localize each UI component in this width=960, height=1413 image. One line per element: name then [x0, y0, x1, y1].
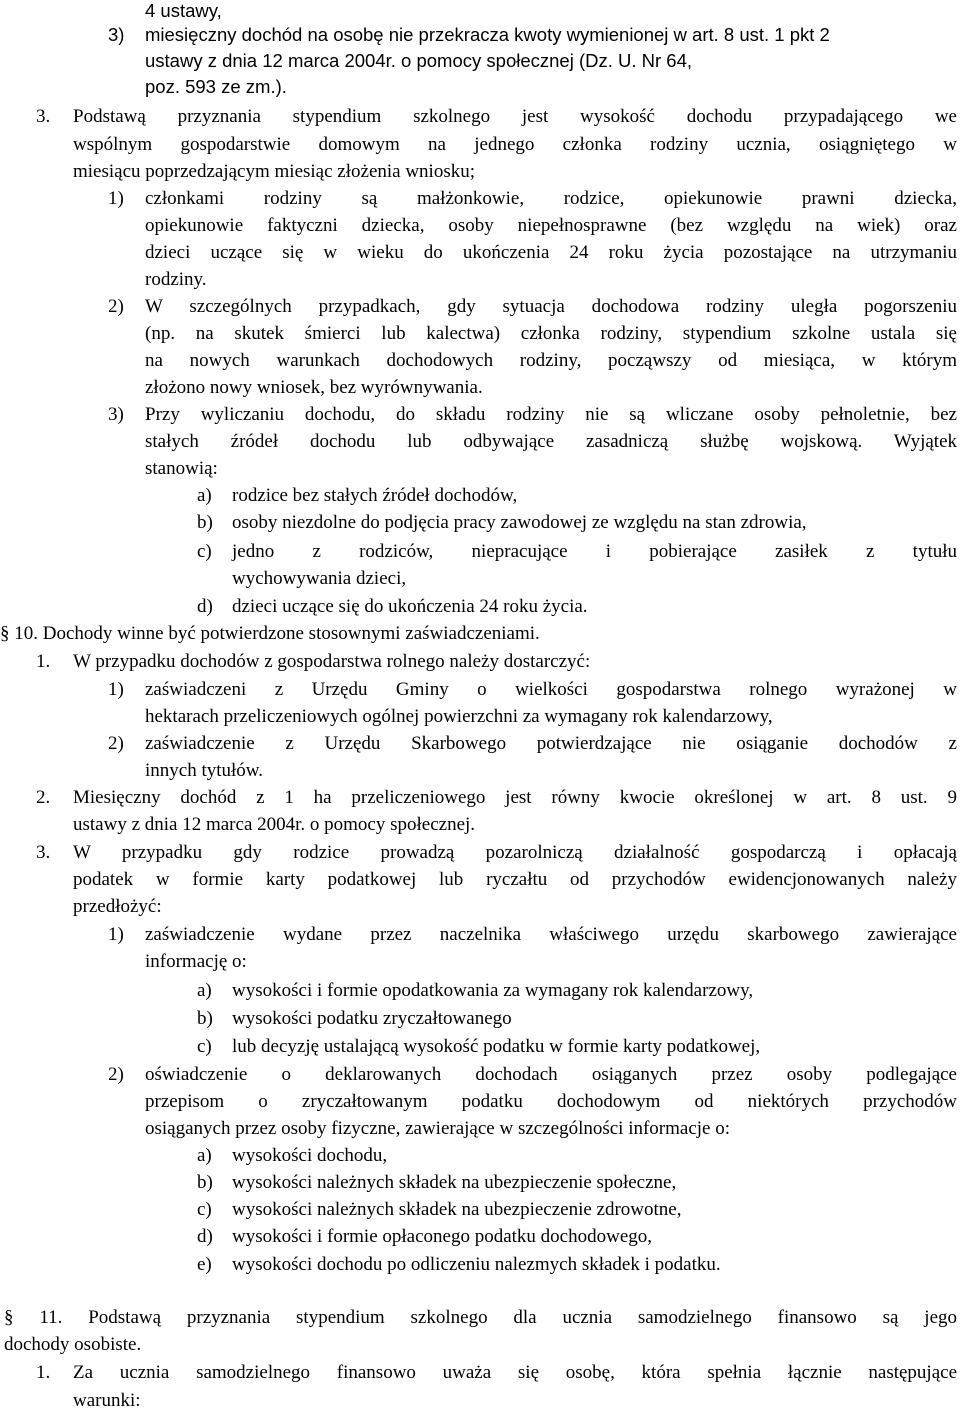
text-line: wysokości dochodu po odliczeniu nalezmych składek i podatku.	[232, 1254, 721, 1275]
list-marker: 2)	[108, 296, 124, 317]
text-line: rodzice bez stałych źródeł dochodów,	[232, 485, 518, 506]
text-line: ustawy z dnia 12 marca 2004r. o pomocy społecznej.	[73, 814, 476, 835]
text-line: warunki:	[73, 1390, 141, 1411]
list-marker: 2)	[108, 733, 124, 754]
list-marker: e)	[197, 1254, 212, 1275]
text-line: wysokości i formie opodatkowania za wymagany rok kalendarzowy,	[232, 980, 754, 1001]
text-line: oświadczenie o deklarowanych dochodach osiąganych przez osoby podlegające	[145, 1064, 957, 1085]
text-line: zaświadczeni z Urzędu Gminy o wielkości gospodarstwa rolnego wyrażonej w	[145, 679, 957, 700]
text-line: wysokości i formie opłaconego podatku dochodowego,	[232, 1226, 653, 1247]
text-line: § 10. Dochody winne być potwierdzone stosownymi zaświadczeniami.	[0, 623, 540, 644]
list-marker: 3)	[108, 24, 125, 45]
list-marker: c)	[197, 1199, 212, 1220]
list-marker: a)	[197, 1145, 212, 1166]
text-line: zaświadczenie wydane przez naczelnika właściwego urzędu skarbowego zawierające	[145, 924, 957, 945]
list-marker: a)	[197, 980, 212, 1001]
text-line: jedno z rodziców, niepracujące i pobierające zasiłek z tytułu	[232, 541, 957, 562]
text-line: Przy wyliczaniu dochodu, do składu rodziny nie są wliczane osoby pełnoletnie, bez	[145, 404, 957, 425]
list-marker: c)	[197, 1036, 212, 1057]
text-line: wspólnym gospodarstwie domowym na jednego członka rodziny ucznia, osiągniętego w	[73, 134, 957, 155]
text-line: Podstawą przyznania stypendium szkolnego jest wysokość dochodu przypadającego we	[73, 106, 957, 127]
text-line: W szczególnych przypadkach, gdy sytuacja dochodowa rodziny uległa pogorszeniu	[145, 296, 957, 317]
list-marker: 1.	[36, 1362, 51, 1383]
text-line: poz. 593 ze zm.).	[145, 76, 287, 97]
list-marker: b)	[197, 1172, 213, 1193]
text-line: § 11. Podstawą przyznania stypendium szkolnego dla ucznia samodzielnego finansowo są jego	[4, 1307, 957, 1328]
text-line: Miesięczny dochód z 1 ha przeliczeniowego jest równy kwocie określonej w art. 8 ust. 9	[73, 787, 957, 808]
text-line: wysokości należnych składek na ubezpieczenie zdrowotne,	[232, 1199, 682, 1220]
list-marker: 2)	[108, 1064, 124, 1085]
text-line: zaświadczenie z Urzędu Skarbowego potwierdzające nie osiąganie dochodów z	[145, 733, 957, 754]
text-line: dzieci uczące się do ukończenia 24 roku życia.	[232, 596, 588, 617]
text-line: osoby niezdolne do podjęcia pracy zawodowej ze względu na stan zdrowia,	[232, 512, 807, 533]
list-marker: d)	[197, 596, 213, 617]
text-line: wysokości podatku zryczałtowanego	[232, 1008, 512, 1029]
text-line: przedłożyć:	[73, 896, 162, 917]
list-marker: 1.	[36, 651, 51, 672]
text-line: innych tytułów.	[145, 760, 264, 781]
text-line: W przypadku gdy rodzice prowadzą pozarolniczą działalność gospodarczą i opłacają	[73, 842, 957, 863]
text-line: stałych źródeł dochodu lub odbywające zasadniczą służbę wojskową. Wyjątek	[145, 431, 957, 452]
list-marker: b)	[197, 512, 213, 533]
text-line: W przypadku dochodów z gospodarstwa rolnego należy dostarczyć:	[73, 651, 591, 672]
text-line: podatek w formie karty podatkowej lub ryczałtu od przychodów ewidencjonowanych należy	[73, 869, 957, 890]
text-line: przepisom o zryczałtowanym podatku dochodowym od niektórych przychodów	[145, 1091, 957, 1112]
list-marker: 3.	[36, 842, 51, 863]
text-line: dochody osobiste.	[4, 1334, 142, 1355]
text-line: lub decyzję ustalającą wysokość podatku w formie karty podatkowej,	[232, 1036, 761, 1057]
text-line: wysokości należnych składek na ubezpieczenie społeczne,	[232, 1172, 677, 1193]
text-line: ustawy z dnia 12 marca 2004r. o pomocy społecznej (Dz. U. Nr 64,	[145, 50, 693, 71]
text-line: na nowych warunkach dochodowych rodziny, począwszy od miesiąca, w którym	[145, 350, 957, 371]
text-line: dzieci uczące się w wieku do ukończenia 24 roku życia pozostające na utrzymaniu	[145, 242, 957, 263]
text-line: opiekunowie faktyczni dziecka, osoby niepełnosprawne (bez względu na wiek) oraz	[145, 215, 957, 236]
text-line: 4 ustawy,	[145, 0, 222, 21]
text-line: członkami rodziny są małżonkowie, rodzice, opiekunowie prawni dziecka,	[145, 188, 957, 209]
text-line: miesiącu poprzedzającym miesiąc złożenia wniosku;	[73, 161, 476, 182]
list-marker: 3)	[108, 404, 124, 425]
text-line: (np. na skutek śmierci lub kalectwa) członka rodziny, stypendium szkolne ustala się	[145, 323, 957, 344]
text-line: wysokości dochodu,	[232, 1145, 388, 1166]
text-line: osiąganych przez osoby fizyczne, zawierające w szczególności informacje o:	[145, 1118, 731, 1139]
text-line: miesięczny dochód na osobę nie przekracza kwoty wymienionej w art. 8 ust. 1 pkt 2	[145, 24, 830, 45]
text-line: hektarach przeliczeniowych ogólnej powierzchni za wymagany rok kalendarzowy,	[145, 706, 773, 727]
list-marker: d)	[197, 1226, 213, 1247]
text-line: złożono nowy wniosek, bez wyrównywania.	[145, 377, 483, 398]
text-line: wychowywania dzieci,	[232, 568, 407, 589]
list-marker: 1)	[108, 679, 124, 700]
list-marker: 1)	[108, 188, 124, 209]
list-marker: b)	[197, 1008, 213, 1029]
list-marker: a)	[197, 485, 212, 506]
list-marker: 2.	[36, 787, 51, 808]
text-line: informację o:	[145, 951, 247, 972]
text-line: rodziny.	[145, 269, 207, 290]
text-line: stanowią:	[145, 458, 218, 479]
text-line: Za ucznia samodzielnego finansowo uważa się osobę, która spełnia łącznie następujące	[73, 1362, 957, 1383]
list-marker: 3.	[36, 106, 51, 127]
list-marker: c)	[197, 541, 212, 562]
list-marker: 1)	[108, 924, 124, 945]
